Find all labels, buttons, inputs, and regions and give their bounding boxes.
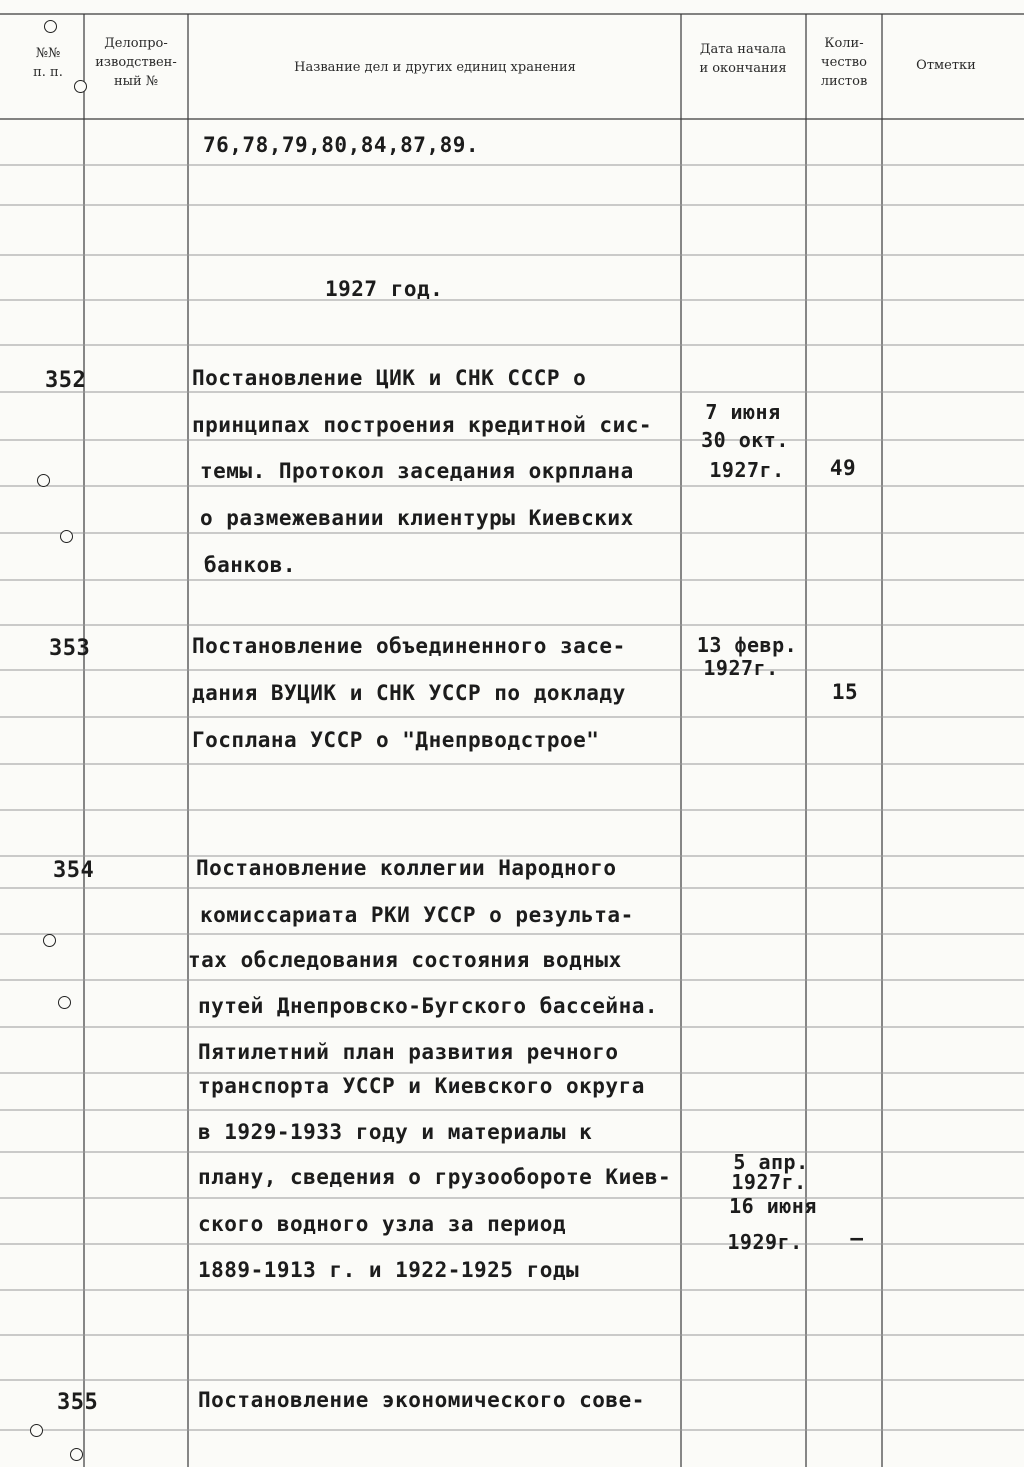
entry-title-line: путей Днепровско-Бугского бассейна. xyxy=(198,994,659,1018)
header-col-notes: Отметки xyxy=(916,58,976,73)
punch-hole-icon xyxy=(70,1448,83,1461)
entry-date: 1927г. xyxy=(709,458,785,482)
entry-date: 16 июня xyxy=(729,1194,817,1218)
entry-sheet-count: 49 xyxy=(829,456,857,480)
header-col-title: Название дел и других единиц хранения xyxy=(294,60,576,75)
entry-title-line: темы. Протокол заседания окрплана xyxy=(200,459,634,483)
entry-sheet-count: 15 xyxy=(831,680,859,704)
entry-title-line: транспорта УССР и Киевского округа xyxy=(198,1074,645,1098)
entry-title-line: о размежевании клиентуры Киевских xyxy=(200,506,634,530)
entry-title-line: тах обследования состояния водных xyxy=(188,948,622,972)
entry-title-line: банков. xyxy=(204,553,297,577)
entry-title-line: Постановление ЦИК и СНК СССР о xyxy=(192,366,587,390)
punch-hole-icon xyxy=(58,996,71,1009)
header-col-sheets: Коли- чество листов xyxy=(820,36,868,89)
entry-title-line: принципах построения кредитной сис- xyxy=(192,413,653,437)
entry-date: 1929г. xyxy=(727,1230,803,1254)
punch-hole-icon xyxy=(44,20,57,33)
entry-date: 7 июня xyxy=(705,400,781,424)
entry-title-line: Госплана УССР о "Днепрводстрое" xyxy=(192,728,600,752)
entry-title-line: комиссариата РКИ УССР о результа- xyxy=(200,903,634,927)
entry-title-line: ского водного узла за период xyxy=(198,1212,567,1236)
entry-title-line: 1889-1913 г. и 1922-1925 годы xyxy=(198,1258,580,1282)
header-col-number: №№ п. п. xyxy=(33,46,63,80)
entry-number: 353 xyxy=(49,636,91,661)
continuation-text: 76,78,79,80,84,87,89. xyxy=(203,133,480,157)
punch-hole-icon xyxy=(60,530,73,543)
punch-hole-icon xyxy=(37,474,50,487)
punch-hole-icon xyxy=(30,1424,43,1437)
punch-hole-icon xyxy=(74,80,87,93)
entry-number: 354 xyxy=(53,858,95,883)
entry-title-line: Пятилетний план развития речного xyxy=(198,1040,619,1064)
header-col-office-number: Делопро- изводствен- ный № xyxy=(95,36,177,89)
entry-date: 5 апр. xyxy=(733,1150,809,1174)
entry-title-line: плану, сведения о грузообороте Киев- xyxy=(198,1165,672,1189)
entry-title-line: Постановление экономического сове- xyxy=(198,1388,645,1412)
entry-title-line: дания ВУЦИК и СНК УССР по докладу xyxy=(192,681,626,705)
entry-title-line: в 1929-1933 году и материалы к xyxy=(198,1120,593,1144)
entry-title-line: Постановление объединенного засе- xyxy=(192,634,626,658)
entry-title-line: Постановление коллегии Народного xyxy=(196,856,617,880)
entry-date: 30 окт. xyxy=(701,428,789,452)
entry-sheet-count: – xyxy=(850,1226,864,1250)
entry-date: 1927г. xyxy=(703,656,779,680)
year-heading: 1927 год. xyxy=(325,277,444,301)
header-col-dates: Дата начала и окончания xyxy=(699,42,787,76)
entry-number: 352 xyxy=(45,368,87,393)
entry-date: 1927г. xyxy=(731,1170,807,1194)
entry-number: 355 xyxy=(57,1390,99,1415)
entry-date: 13 февр. xyxy=(696,633,798,657)
punch-hole-icon xyxy=(43,934,56,947)
